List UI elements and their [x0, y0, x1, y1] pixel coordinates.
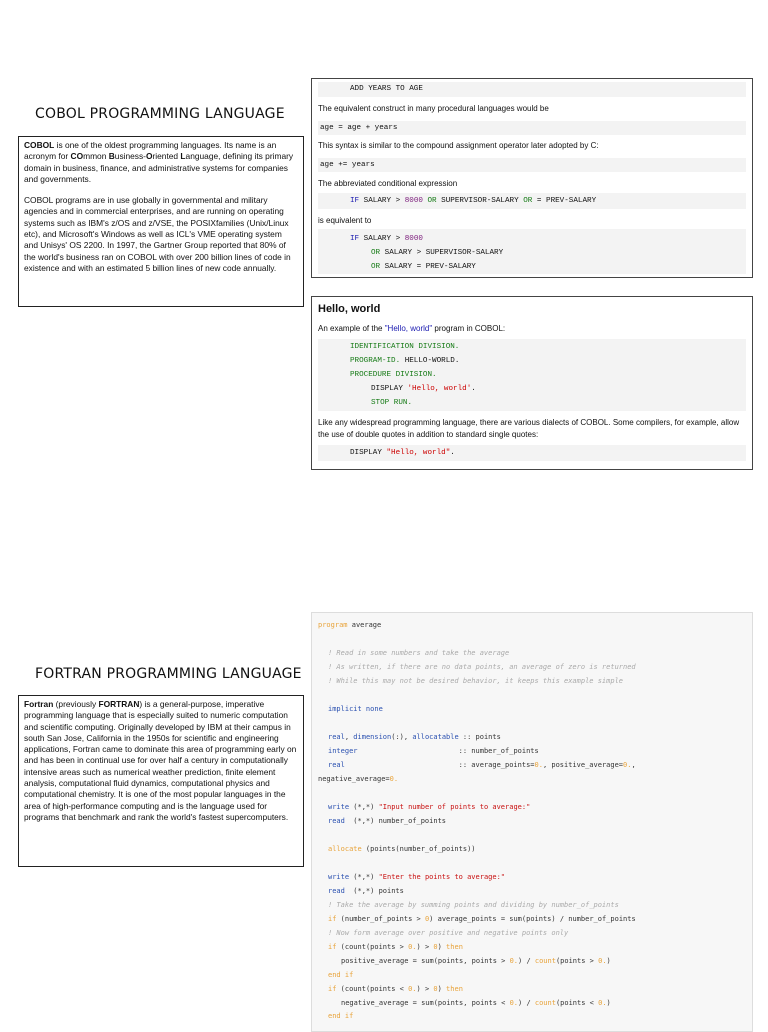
fcode-decl-1: real, dimension(:), allocatable :: points — [328, 733, 501, 741]
cobol-intro-box — [18, 136, 304, 307]
syntax-line-3: The abbreviated conditional expression — [318, 179, 458, 188]
hello-paragraph: Like any widespread programming language, there are various dialects of COBOL. Some compilers, for example, allow the use of double quotes in addition to standard single quotes: — [318, 418, 740, 439]
syntax-line-4: is equivalent to — [318, 216, 372, 225]
equivalent-code-3: OR SALARY = PREV-SALARY — [371, 263, 476, 271]
equivalent-code-1: IF SALARY > 8000 — [350, 235, 423, 243]
hello-code-2: PROGRAM-ID. HELLO-WORLD. — [350, 357, 460, 365]
hello-code-3: PROCEDURE DIVISION. — [350, 371, 437, 379]
syntax-code-1: age = age + years — [320, 124, 398, 132]
fortran-title: FORTRAN PROGRAMMING LANGUAGE — [35, 666, 302, 682]
fortran-intro-paragraph: Fortran (previously FORTRAN) is a general-purpose, imperative programming language that is especially suited to numeric computation and scientific computing. Originally developed by IBM at their campus in south San Jose, California in the 1950s for scientific and engineering applications, Fortran came to dominate this area of programming early on and has been in continual use for over half a century in computationally intensive areas such as numerical weather prediction, finite element analysis, computational fluid dynamics, computational physics and computational chemistry. It is one of the most popular languages in the area of high-performance computing and is the language used for programs that benchmark and rank the world's fastest supercomputers. — [24, 699, 297, 822]
hello-world-heading: Hello, world — [318, 303, 381, 315]
fcode-read-2: read (*,*) points — [328, 887, 404, 895]
fcode-program: program average — [318, 621, 382, 629]
fcode-comment-1: ! Read in some numbers and take the average — [328, 649, 510, 657]
fcode-comment-5: ! Now form average over positive and negative points only — [328, 929, 569, 937]
fcode-if-3: if (count(points < 0.) > 0) then — [328, 985, 463, 993]
fcode-positive-average: positive_average = sum(points, points > 0.) / count(points > 0.) — [341, 957, 611, 965]
fcode-if-2: if (count(points > 0.) > 0) then — [328, 943, 463, 951]
syntax-code-2: age += years — [320, 161, 375, 169]
fcode-negative-average: negative_average = sum(points, points < 0.) / count(points < 0.) — [341, 999, 611, 1007]
fcode-end-if-1: end if — [328, 971, 354, 979]
fcode-decl-4: negative_average=0. — [318, 775, 399, 783]
hello-world-panel — [311, 296, 753, 470]
fcode-decl-2: integer :: number_of_points — [328, 747, 539, 755]
syntax-line-1: The equivalent construct in many procedural languages would be — [318, 104, 549, 113]
fcode-write-1: write (*,*) "Input number of points to average:" — [328, 803, 531, 811]
fcode-end-if-2: end if — [328, 1012, 354, 1020]
fcode-implicit: implicit none — [328, 705, 383, 713]
cobol-bold: COBOL — [24, 140, 55, 150]
equivalent-code-2: OR SALARY > SUPERVISOR-SALARY — [371, 249, 504, 257]
fcode-write-2: write (*,*) "Enter the points to average:" — [328, 873, 506, 881]
hello-intro: An example of the "Hello, world" program in COBOL: — [318, 324, 506, 333]
hello-code-1: IDENTIFICATION DIVISION. — [350, 343, 460, 351]
fcode-if-1: if (number_of_points > 0) average_points = sum(points) / number_of_points — [328, 915, 636, 923]
hello-code-4: DISPLAY 'Hello, world'. — [371, 385, 476, 393]
hello-world-link[interactable]: "Hello, world" — [384, 324, 433, 333]
fcode-allocate: allocate (points(number_of_points)) — [328, 845, 476, 853]
add-code: ADD YEARS TO AGE — [350, 85, 423, 93]
fcode-comment-4: ! Take the average by summing points and dividing by number_of_points — [328, 901, 619, 909]
cobol-title: COBOL PROGRAMMING LANGUAGE — [35, 106, 285, 122]
cobol-syntax-panel — [311, 78, 753, 278]
fcode-read-1: read (*,*) number_of_points — [328, 817, 447, 825]
cobol-intro-paragraph-2: COBOL programs are in use globally in governmental and military agencies and in commercial enterprises, and are running on operating systems such as IBM's z/OS and z/VSE, the POSIXfamilies (Unix/Linux etc), and Microsoft's Windows as well as ICL's VME operating system and Unisys' OS 2200. In 1997, the Gartner Group reported that 80% of the world's business ran on COBOL with over 200 billion lines of code in existence and with an estimated 5 billion lines of new code annually. — [24, 195, 291, 273]
fcode-comment-3: ! While this may not be desired behavior, it keeps this example simple — [328, 677, 624, 685]
hello-code-5: STOP RUN. — [371, 399, 413, 407]
cobol-intro-paragraph-1: COBOL is one of the oldest programming languages. Its name is an acronym for COmmon Business-Oriented Language, defining its primary domain in business, finance, and administrative systems for companies and governments. — [24, 140, 294, 184]
fcode-comment-2: ! As written, if there are no data points, an average of zero is returned — [328, 663, 636, 671]
hello-double-quote-code: DISPLAY "Hello, world". — [350, 449, 455, 457]
fcode-decl-3: real :: average_points=0., positive_average=0., — [328, 761, 636, 769]
condition-code: IF SALARY > 8000 OR SUPERVISOR-SALARY OR = PREV-SALARY — [350, 197, 597, 205]
fortran-intro-box — [18, 695, 304, 867]
syntax-line-2: This syntax is similar to the compound assignment operator later adopted by C: — [318, 141, 599, 150]
